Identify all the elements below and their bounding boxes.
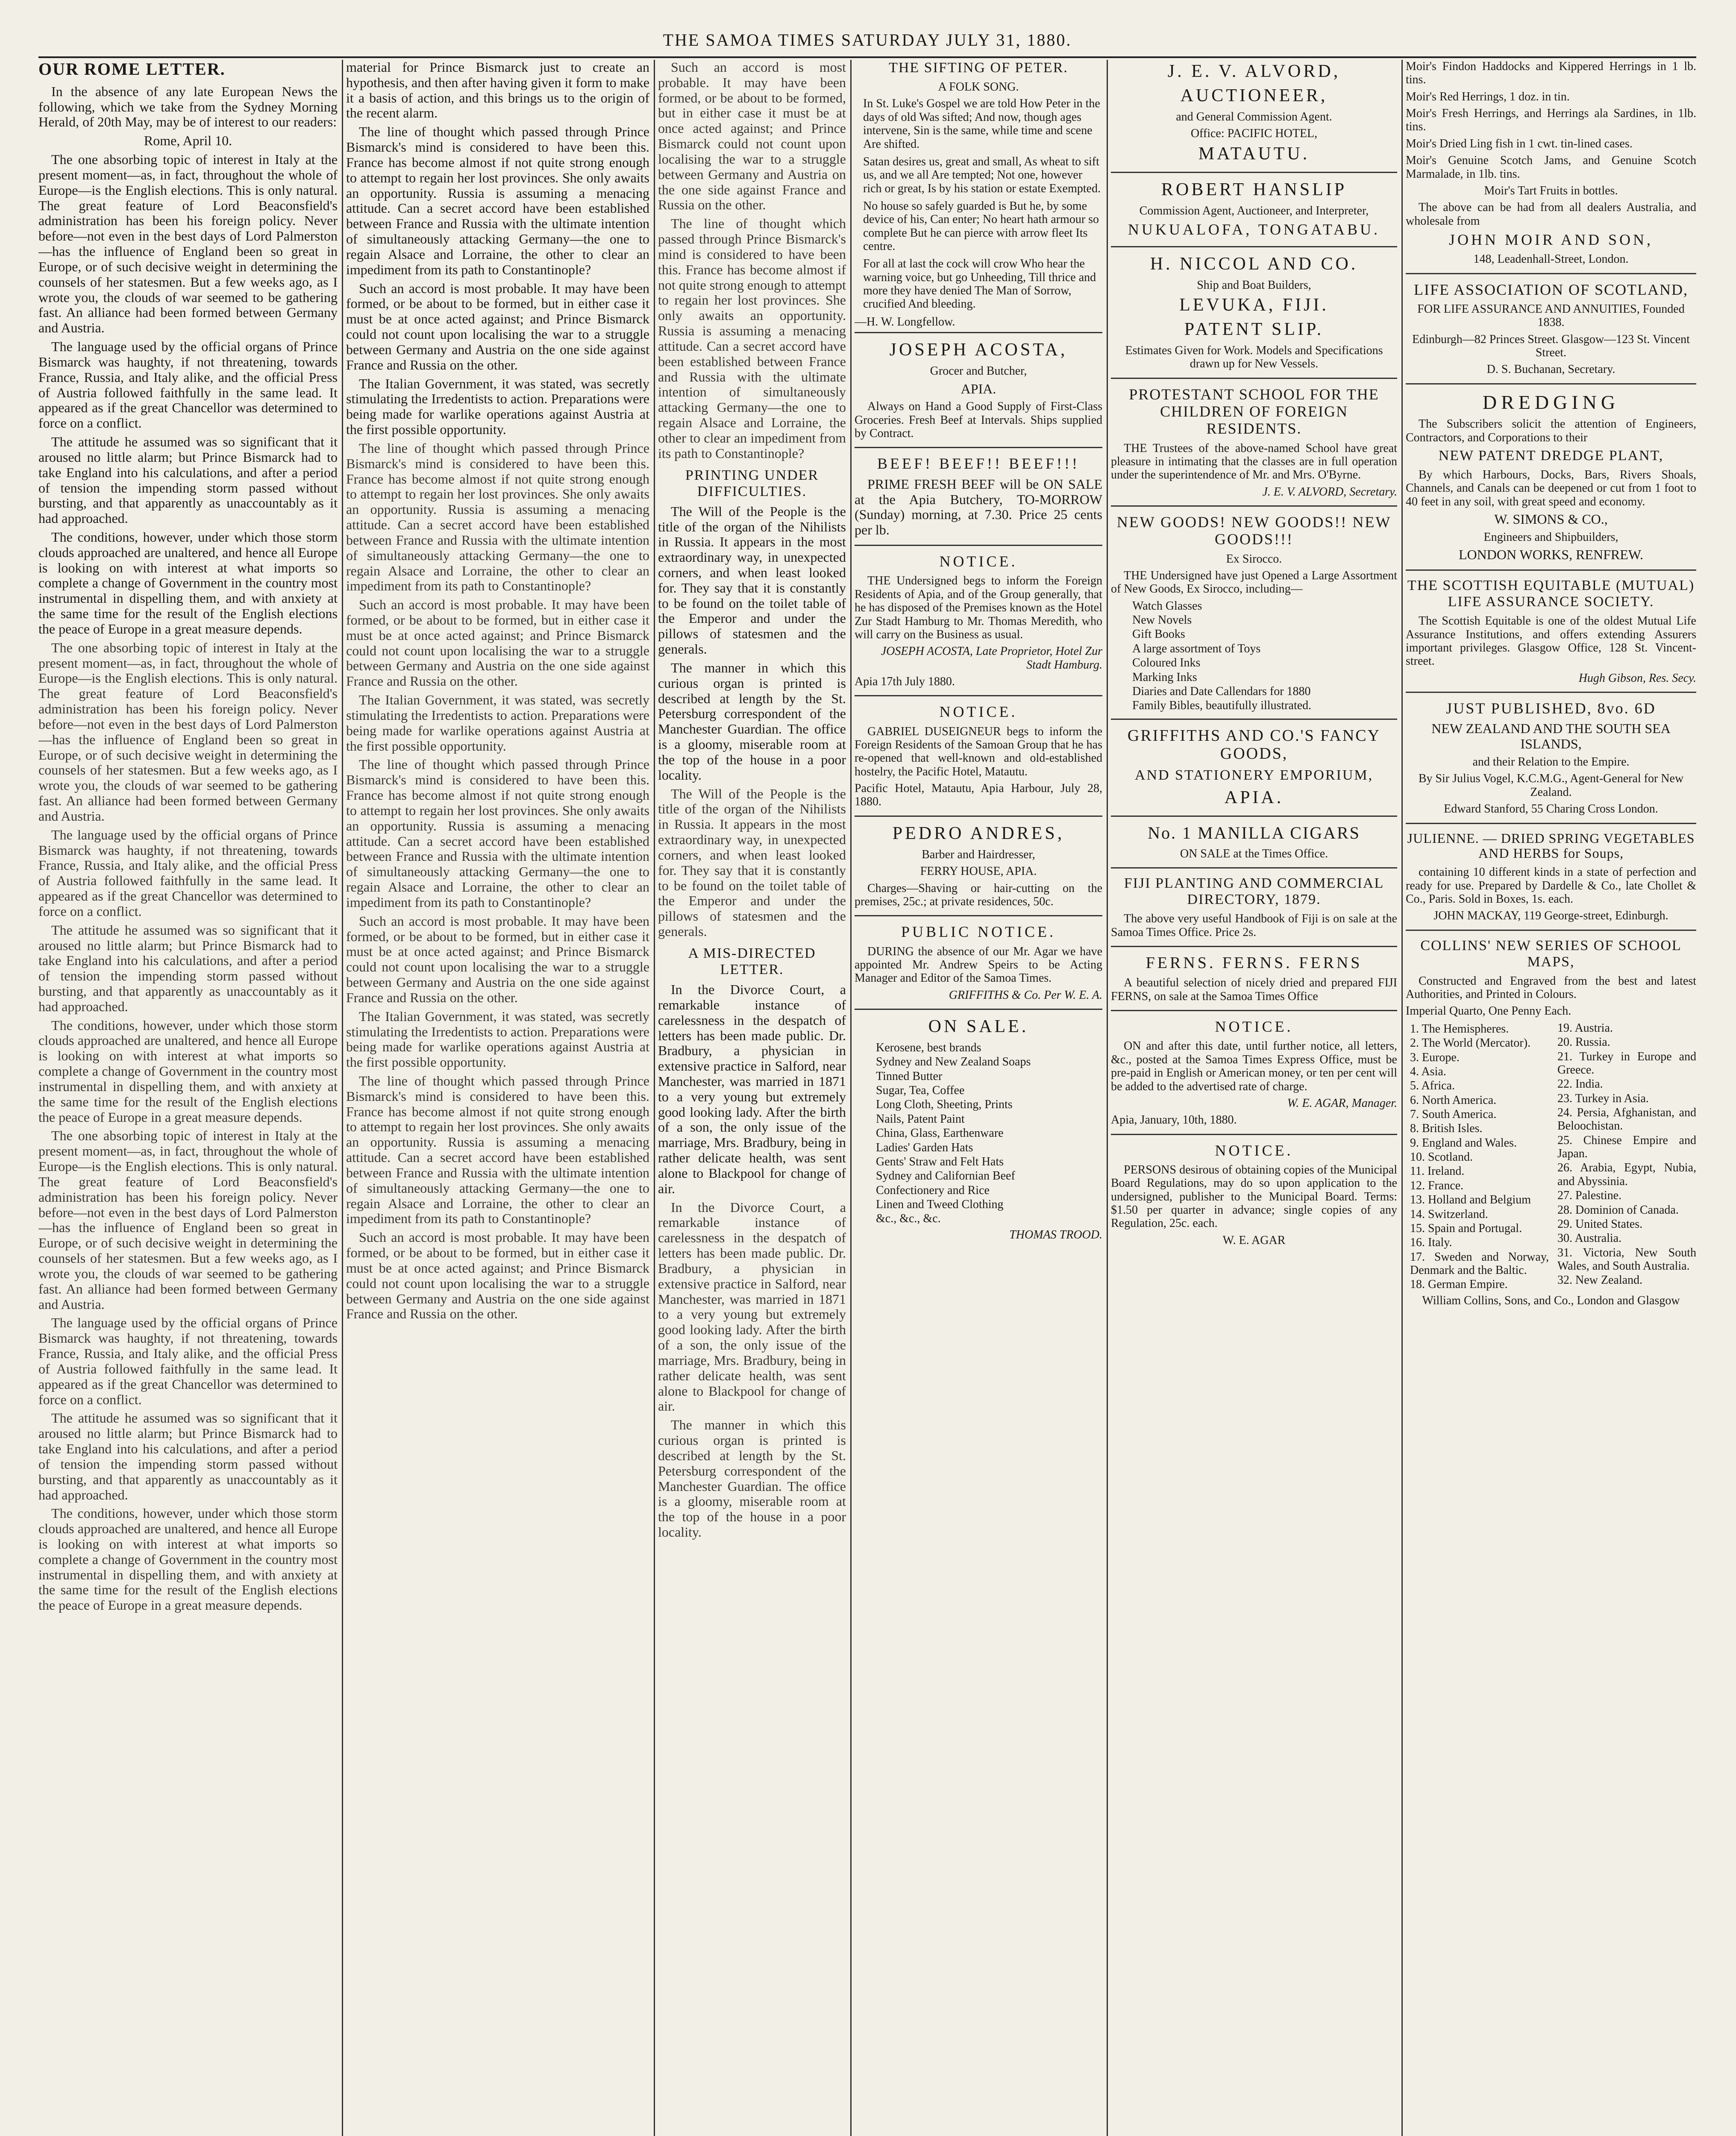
ad-notice-regulations bbox=[1111, 1134, 1397, 1254]
ad-text: THE Trustees of the above-named School have great pleasure in intimating that the classes are in full operation under the superintendence of Mr. and Mrs. O'Byrne. bbox=[1111, 441, 1397, 482]
ad-beef bbox=[855, 447, 1102, 545]
ad-author: By Sir Julius Vogel, K.C.M.G., Agent-General for New Zealand. bbox=[1418, 772, 1684, 799]
ad-text: THE Undersigned begs to inform the Foreign Residents of Apia, and of the Group generally, that he has disposed of the Premises known as the Hotel Zur Stadt Hamburg to Mr. Thomas Meredith, who will carry on the Business as usual. bbox=[855, 574, 1102, 641]
masthead-rule bbox=[38, 56, 1696, 58]
article-paragraph: In the Divorce Court, a remarkable instance of carelessness in the despatch of letters has been made public. Dr. Bradbury, a physician in extensive practice in Salford, near Manchester, was married in 1871 to a very young but extremely good looking lady. After the birth of a son, the only issue of the marriage, Mrs. Bradbury, being in rather delicate health, was sent alone to Blackpool for change of air. bbox=[658, 1199, 846, 1414]
list-item: Moir's Findon Haddocks and Kippered Herrings in 1 lb. tins. bbox=[1406, 60, 1696, 87]
list-item: 7. South America. bbox=[1410, 1107, 1497, 1121]
article-paragraph: The Italian Government, it was stated, was secretly stimulating the Irredentists to action. Preparations were being made for warlike operations against Austria at the first possible opportunity. bbox=[346, 376, 649, 437]
list-item: 28. Dominion of Canada. bbox=[1557, 1203, 1679, 1217]
ad-office: Office: PACIFIC HOTEL, bbox=[1190, 127, 1318, 141]
ad-public-notice bbox=[855, 915, 1102, 1009]
article-paragraph: The language used by the official organs of Prince Bismarck was haughty, if not threatening, towards France, Russia, and Italy alike, and the official Press of Austria followed faithfully in the same lead. It appeared as if the great Chancellor was determined to force on a conflict. bbox=[38, 1315, 338, 1407]
ad-name: FERNS. FERNS. FERNS bbox=[1146, 954, 1363, 972]
ad-fiji-directory bbox=[1111, 867, 1397, 946]
list-item: 6. North America. bbox=[1410, 1093, 1497, 1107]
poem-stanza: In St. Luke's Gospel we are told How Peter in the days of old Was sifted; And now, though ages intervene, Sin is the same, while time and scene Are shifted. bbox=[863, 97, 1100, 151]
ad-name: THE SCOTTISH EQUITABLE (MUTUAL) LIFE ASSURANCE SOCIETY. bbox=[1407, 578, 1695, 610]
list-item: 12. France. bbox=[1410, 1179, 1464, 1192]
article-paragraph: The line of thought which passed through Prince Bismarck's mind is considered to have been this. France has become almost if not quite strong enough to attempt to regain her lost provinces. She only awaits an opportunity. Russia is assuming a menacing attitude. Can a secret accord have been established between France and Russia with the ultimate intention of simultaneously attacking Germany—the one to regain Alsace and Lorraine, the other to clear an impediment from its path to Constantinople? bbox=[346, 124, 649, 277]
ad-sub: Imperial Quarto, One Penny Each. bbox=[1406, 1004, 1572, 1018]
sale-list bbox=[855, 1041, 1102, 1226]
list-item: 8. British Isles. bbox=[1410, 1122, 1483, 1135]
article-paragraph: The one absorbing topic of interest in Italy at the present moment—as, in fact, throughout the whole of Europe—is the English elections. This is only natural. The great feature of Lord Beaconsfield's administration has been his foreign policy. Never before—not even in the best days of Lord Palmerston—has the influence of England been so great in Europe, or of such decisive weight in determining the counsels of her statesmen. But a few weeks ago, as I wrote you, the clouds of war seemed to be gathering fast. An alliance had been formed between Germany and Austria. bbox=[38, 640, 338, 824]
ad-text: PRIME FRESH BEEF will be ON SALE at the Apia Butchery, TO-MORROW (Sunday) morning, at 7.30. Price 25 cents per lb. bbox=[855, 476, 1102, 538]
ad-on-sale bbox=[855, 1009, 1102, 1248]
ad-text: Constructed and Engraved from the best and latest Authorities, and Printed in Colours. bbox=[1406, 974, 1696, 1001]
ad-name: GRIFFITHS AND CO.'S FANCY GOODS, bbox=[1127, 726, 1381, 763]
list-item: New Novels bbox=[1132, 613, 1192, 627]
list-item: Watch Glasses bbox=[1132, 599, 1202, 613]
list-item: 18. German Empire. bbox=[1410, 1278, 1508, 1291]
ad-dredging bbox=[1406, 383, 1696, 569]
ad-text: The above can be had from all dealers Australia, and wholesale from bbox=[1406, 201, 1696, 228]
column-rome-letter-continued bbox=[346, 60, 649, 2136]
list-item: Ladies' Garden Hats bbox=[876, 1141, 973, 1154]
ad-text: Estimates Given for Work. Models and Specifications drawn up for New Vessels. bbox=[1125, 343, 1383, 371]
ad-moir bbox=[1406, 60, 1696, 273]
article-paragraph: Such an accord is most probable. It may have been formed, or be about to be formed, but in either case it must be at once acted against; and Prince Bismarck could not count upon localising the war to a struggle between Germany and Austria on the one side against France and Russia on the other. bbox=[346, 280, 649, 373]
ad-signature: W. E. AGAR bbox=[1222, 1233, 1286, 1247]
article-paragraph: The Will of the People is the title of the organ of the Nihilists in Russia. It appears in the most extraordinary way, in unexpected corners, and when least looked for. They say that it is constantly to be found on the toilet table of the Emperor and under the pillows of statesmen and the generals. bbox=[658, 786, 846, 939]
list-item: 32. New Zealand. bbox=[1557, 1273, 1643, 1287]
list-item: 23. Turkey in Asia. bbox=[1557, 1091, 1649, 1105]
list-item: 26. Arabia, Egypt, Nubia, and Abyssinia. bbox=[1557, 1161, 1696, 1188]
list-item: 4. Asia. bbox=[1410, 1065, 1446, 1078]
poem-stanza: For all at last the cock will crow Who hear the warning voice, but go Unheeding, Till thrice and more they have denied The Man of Sorrow, crucified And bleeding. bbox=[863, 257, 1096, 311]
article-paragraph: The language used by the official organs of Prince Bismarck was haughty, if not threatening, towards France, Russia, and Italy alike, and the official Press of Austria followed faithfully in the same lead. It appeared as if the great Chancellor was determined to force on a conflict. bbox=[38, 827, 338, 919]
ad-signature: W. E. AGAR, Manager. bbox=[1287, 1096, 1397, 1110]
list-item: 30. Australia. bbox=[1557, 1232, 1622, 1245]
article-paragraph: The attitude he assumed was so significant that it aroused no little alarm; but Prince Bismarck had to take England into his calculations, and after a period of tension the impending storm passed without bursting, and that apparently as unaccountably as it had approached. bbox=[38, 434, 338, 526]
column-divider bbox=[342, 60, 343, 2136]
list-item: Moir's Tart Fruits in bottles. bbox=[1484, 184, 1618, 197]
ad-collins-maps bbox=[1406, 930, 1696, 1314]
ad-text: Always on Hand a Good Supply of First-Class Groceries. Fresh Beef at Intervals. Ships supplied by Contract. bbox=[855, 400, 1102, 440]
list-item: Linen and Tweed Clothing bbox=[876, 1197, 1004, 1211]
list-item: A large assortment of Toys bbox=[1132, 642, 1261, 655]
list-item: 11. Ireland. bbox=[1410, 1165, 1465, 1178]
ad-protestant-school bbox=[1111, 378, 1397, 505]
ad-new-zealand-book bbox=[1406, 692, 1696, 822]
list-item: Gents' Straw and Felt Hats bbox=[876, 1155, 1004, 1168]
article-paragraph: The line of thought which passed through Prince Bismarck's mind is considered to have been this. France has become almost if not quite strong enough to attempt to regain her lost provinces. She only awaits an opportunity. Russia is assuming a menacing attitude. Can a secret accord have been established between France and Russia with the ultimate intention of simultaneously attacking Germany—the one to regain Alsace and Lorraine, the other to clear an impediment from its path to Constantinople? bbox=[346, 757, 649, 910]
column-poem-and-ads bbox=[855, 60, 1102, 2136]
column-divider bbox=[654, 60, 655, 2136]
ad-name: PUBLIC NOTICE. bbox=[901, 923, 1056, 941]
list-item: Confectionery and Rice bbox=[876, 1183, 990, 1197]
ad-sub: and General Commission Agent. bbox=[1176, 110, 1332, 124]
ad-signature: Pacific Hotel, Matautu, Apia Harbour, July 28, 1880. bbox=[855, 782, 1102, 809]
ad-notice-pacific-hotel bbox=[855, 695, 1102, 815]
list-item: Nails, Patent Paint bbox=[876, 1112, 965, 1126]
article-heading: OUR ROME LETTER. bbox=[38, 60, 226, 79]
list-item: Moir's Dried Ling fish in 1 cwt. tin-lined cases. bbox=[1406, 137, 1633, 150]
list-item: 27. Palestine. bbox=[1557, 1189, 1622, 1203]
ad-scottish-equitable bbox=[1406, 569, 1696, 692]
ad-name: J. E. V. ALVORD, bbox=[1167, 62, 1341, 81]
ad-place: APIA. bbox=[1224, 787, 1284, 807]
article-dateline: Rome, April 10. bbox=[144, 133, 232, 149]
article-paragraph: The Italian Government, it was stated, was secretly stimulating the Irredentists to action. Preparations were being made for warlike operations against Austria at the first possible opportunity. bbox=[346, 1008, 649, 1070]
ad-date: Apia, January, 10th, 1880. bbox=[1111, 1113, 1237, 1127]
article-heading: PRINTING UNDER DIFFICULTIES. bbox=[685, 467, 819, 499]
ad-text: containing 10 different kinds in a state of perfection and ready for use. Prepared by Dardelle & Co., late Chollet & Co., Paris. Sold in Boxes, 1s. each. bbox=[1406, 866, 1696, 906]
ad-text: PERSONS desirous of obtaining copies of the Municipal Board Regulations, may do so upon application to the undersigned, publisher to the Municipal Board. Terms: $1.50 per quarter in advance; single copies of any Regulation, 25c. each. bbox=[1111, 1163, 1397, 1230]
ad-text: By which Harbours, Docks, Bars, Rivers Shoals, Channels, and Canals can be deepened or cut from 1 foot to 40 feet in any soil, with great speed and economy. bbox=[1406, 468, 1696, 508]
list-item: Coloured Inks bbox=[1132, 656, 1201, 670]
column-divider bbox=[1107, 60, 1108, 2136]
ad-text: The above very useful Handbook of Fiji is on sale at the Samoa Times Office. Price 2s. bbox=[1111, 912, 1397, 939]
maps-list bbox=[1406, 1021, 1696, 1291]
ad-slip: PATENT SLIP. bbox=[1184, 319, 1324, 339]
list-item: Diaries and Date Callendars for 1880 bbox=[1132, 684, 1311, 698]
poem-stanza: Satan desires us, great and small, As wheat to sift us, and we all Are tempted; Not one, however rich or great, Is by his station or estate Exempted. bbox=[863, 155, 1101, 195]
list-item: 20. Russia. bbox=[1557, 1036, 1610, 1049]
ad-text: GABRIEL DUSEIGNEUR begs to inform the Foreign Residents of the Samoan Group that he has re-opened that well-known and old-established hostelry, the Pacific Hotel, Matautu. bbox=[855, 725, 1102, 778]
article-paragraph: The language used by the official organs of Prince Bismarck was haughty, if not threatening, towards France, Russia, and Italy alike, and the official Press of Austria followed faithfully in the same lead. It appeared as if the great Chancellor was determined to force on a conflict. bbox=[38, 339, 338, 431]
list-item: 19. Austria. bbox=[1557, 1021, 1613, 1035]
ad-title: NEW ZEALAND AND THE SOUTH SEA ISLANDS, bbox=[1431, 721, 1671, 752]
article-paragraph: The conditions, however, under which those storm clouds approached are unaltered, and hence all Europe is looking on with interest at what imports so complete a change of Government in the country most instrumental in dispelling them, and with anxiety at the same time for the result of the English elections the peace of Europe in a great measure depends. bbox=[38, 529, 338, 637]
list-item: Moir's Genuine Scotch Jams, and Genuine Scotch Marmalade, in 1lb. tins. bbox=[1406, 154, 1696, 181]
list-item: Tinned Butter bbox=[876, 1069, 943, 1083]
article-paragraph: The attitude he assumed was so significant that it aroused no little alarm; but Prince Bismarck had to take England into his calculations, and after a period of tension the impending storm passed without bursting, and that apparently as unaccountably as it had approached. bbox=[38, 1410, 338, 1502]
article-paragraph: The one absorbing topic of interest in Italy at the present moment—as, in fact, throughout the whole of Europe—is the English elections. This is only natural. The great feature of Lord Beaconsfield's administration has been his foreign policy. Never before—not even in the best days of Lord Palmerston—has the influence of England been so great in Europe, or of such decisive weight in determining the counsels of her statesmen. But a few weeks ago, as I wrote you, the clouds of war seemed to be gathering fast. An alliance had been formed between Germany and Austria. bbox=[38, 152, 338, 336]
ad-life-association bbox=[1406, 273, 1696, 383]
ad-name: JUST PUBLISHED, 8vo. 6D bbox=[1446, 700, 1656, 717]
ad-signature: JOSEPH ACOSTA, Late Proprietor, Hotel Zur Stadt Hamburg. bbox=[881, 645, 1102, 672]
ad-text: The Subscribers solicit the attention of Engineers, Contractors, and Corporations to their bbox=[1406, 417, 1696, 444]
ad-sub: and their Relation to the Empire. bbox=[1472, 755, 1630, 769]
article-paragraph: The attitude he assumed was so significant that it aroused no little alarm; but Prince Bismarck had to take England into his calculations, and after a period of tension the impending storm passed without bursting, and that apparently as unaccountably as it had approached. bbox=[38, 922, 338, 1014]
ad-name: H. NICCOL AND CO. bbox=[1150, 254, 1358, 274]
column-news-items bbox=[658, 60, 846, 2136]
ad-date: Apia 17th July 1880. bbox=[855, 675, 955, 688]
ad-name: PROTESTANT SCHOOL FOR THE CHILDREN OF FOREIGN RESIDENTS. bbox=[1129, 385, 1379, 437]
ad-name: ON SALE. bbox=[928, 1016, 1029, 1036]
article-paragraph: Such an accord is most probable. It may have been formed, or be about to be formed, but in either case it must be at once acted against; and Prince Bismarck could not count upon localising the war to a struggle between Germany and Austria on the one side against France and Russia on the other. bbox=[346, 597, 649, 689]
ad-name: DREDGING bbox=[1482, 391, 1620, 413]
article-paragraph: material for Prince Bismarck just to create an hypothesis, and then after having given it form to make it a basis of action, and this brings us to the origin of the recent alarm. bbox=[346, 60, 649, 121]
list-item: Gift Books bbox=[1132, 628, 1185, 641]
ad-trade: Barber and Hairdresser, bbox=[922, 848, 1035, 861]
list-item: 21. Turkey in Europe and Greece. bbox=[1557, 1050, 1696, 1077]
list-item: China, Glass, Earthenware bbox=[876, 1127, 1004, 1140]
ad-name: JULIENNE. — DRIED SPRING VEGETABLES AND HERBS for Soups, bbox=[1407, 830, 1695, 861]
list-item: Kerosene, best brands bbox=[876, 1041, 981, 1055]
ad-julienne bbox=[1406, 823, 1696, 930]
ad-address: 148, Leadenhall-Street, London. bbox=[1473, 252, 1629, 266]
ad-place: MATAUTU. bbox=[1198, 144, 1310, 164]
article-paragraph: The manner in which this curious organ is printed is described at length by the St. Petersburg correspondent of the Manchester Guardian. The office is a gloomy, miserable room at the top of the house in a poor locality. bbox=[658, 660, 846, 783]
ad-text: DURING the absence of our Mr. Agar we have appointed Mr. Andrew Speirs to be Acting Manager and Editor of the Samoa Times. bbox=[855, 945, 1102, 985]
list-item: 13. Holland and Belgium bbox=[1410, 1193, 1531, 1207]
ad-sub: Ex Sirocco. bbox=[1226, 552, 1282, 566]
ad-signature: Hugh Gibson, Res. Secy. bbox=[1578, 671, 1696, 685]
ad-andres bbox=[855, 816, 1102, 915]
ad-signature: D. S. Buchanan, Secretary. bbox=[1486, 363, 1616, 376]
ad-place: LONDON WORKS, RENFREW. bbox=[1458, 547, 1644, 563]
ad-alvord bbox=[1111, 62, 1397, 172]
article-paragraph: The line of thought which passed through Prince Bismarck's mind is considered to have been this. France has become almost if not quite strong enough to attempt to regain her lost provinces. She only awaits an opportunity. Russia is assuming a menacing attitude. Can a secret accord have been established between France and Russia with the ultimate intention of simultaneously attacking Germany—the one to regain Alsace and Lorraine, the other to clear an impediment from its path to Constantinople? bbox=[346, 1073, 649, 1226]
ad-new-goods bbox=[1111, 505, 1397, 719]
poem-subtitle: A FOLK SONG. bbox=[938, 80, 1019, 94]
article-paragraph: The conditions, however, under which those storm clouds approached are unaltered, and hence all Europe is looking on with interest at what imports so complete a change of Government in the country most instrumental in dispelling them, and with anxiety at the same time for the result of the English elections the peace of Europe in a great measure depends. bbox=[38, 1017, 338, 1125]
ad-signature: GRIFFITHS & Co. Per W. E. A. bbox=[949, 988, 1102, 1002]
ad-hanslip bbox=[1111, 172, 1397, 246]
ad-signature: THOMAS TROOD. bbox=[1009, 1228, 1102, 1241]
ad-sub: FOR LIFE ASSURANCE AND ANNUITIES, Founded 1838. bbox=[1417, 302, 1685, 329]
ad-address: Edinburgh—82 Princes Street. Glasgow—123 St. Vincent Street. bbox=[1412, 332, 1690, 360]
ad-trade: Engineers and Shipbuilders, bbox=[1483, 530, 1619, 544]
list-item: Moir's Fresh Herrings, and Herrings ala Sardines, in 1lb. tins. bbox=[1406, 107, 1696, 134]
ad-name: NOTICE. bbox=[939, 553, 1018, 570]
ad-name: FIJI PLANTING AND COMMERCIAL DIRECTORY, 1879. bbox=[1124, 875, 1384, 908]
article-intro: In the absence of any late European News the following, which we take from the Sydney Morning Herald, of 20th May, may be of interest to our readers: bbox=[38, 83, 338, 130]
list-item: 31. Victoria, New South Wales, and South Australia. bbox=[1557, 1246, 1696, 1273]
article-paragraph: The Will of the People is the title of the organ of the Nihilists in Russia. It appears in the most extraordinary way, in unexpected corners, and when least looked for. They say that it is constantly to be found on the toilet table of the Emperor and under the pillows of statesmen and the generals. bbox=[658, 503, 846, 657]
ad-griffiths bbox=[1111, 719, 1397, 816]
list-item: Sydney and Californian Beef bbox=[876, 1169, 1015, 1183]
ad-name: PEDRO ANDRES, bbox=[892, 823, 1065, 843]
poem-stanza: No house so safely guarded is But he, by some device of his, Can enter; No heart hath armour so complete But he can pierce with arrow fleet Its centre. bbox=[863, 199, 1099, 253]
column-divider bbox=[850, 60, 852, 2136]
column-rome-letter bbox=[38, 60, 338, 2136]
list-item: Sugar, Tea, Coffee bbox=[876, 1084, 965, 1097]
list-item: Family Bibles, beautifully illustrated. bbox=[1132, 699, 1312, 713]
ad-name: ROBERT HANSLIP bbox=[1161, 179, 1347, 200]
ad-trade: Commission Agent, Auctioneer, and Interpreter, bbox=[1139, 204, 1369, 217]
ad-name: JOHN MOIR AND SON, bbox=[1448, 231, 1654, 248]
list-item: Sydney and New Zealand Soaps bbox=[876, 1055, 1031, 1069]
list-item: 3. Europe. bbox=[1410, 1050, 1460, 1064]
ad-publisher: Edward Stanford, 55 Charing Cross London. bbox=[1444, 802, 1658, 816]
poem-author: —H. W. Longfellow. bbox=[855, 315, 955, 329]
article-paragraph: Such an accord is most probable. It may have been formed, or be about to be formed, but in either case it must be at once acted against; and Prince Bismarck could not count upon localising the war to a struggle between Germany and Austria on the one side against France and Russia on the other. bbox=[346, 1229, 649, 1322]
list-item: 2. The World (Mercator). bbox=[1410, 1036, 1531, 1050]
ad-text: Charges—Shaving or hair-cutting on the premises, 25c.; at private residences, 50c. bbox=[855, 881, 1102, 908]
ad-name: NOTICE. bbox=[1215, 1141, 1293, 1159]
ad-place: LEVUKA, FIJI. bbox=[1179, 295, 1329, 315]
ad-text: The Scottish Equitable is one of the oldest Mutual Life Assurance Institutions, and offers extending Assurers important privileges. Glasgow Office, 128 St. Vincent-street. bbox=[1406, 614, 1696, 668]
ad-name: COLLINS' NEW SERIES OF SCHOOL MAPS, bbox=[1420, 937, 1682, 970]
ad-text: THE Undersigned have just Opened a Large Assortment of New Goods, Ex Sirocco, including— bbox=[1111, 569, 1397, 596]
ad-trade: AUCTIONEER, bbox=[1180, 86, 1328, 106]
ad-name: No. 1 MANILLA CIGARS bbox=[1148, 823, 1360, 842]
ad-sub: AND STATIONERY EMPORIUM, bbox=[1134, 767, 1374, 783]
masthead: THE SAMOA TIMES SATURDAY JULY 31, 1880. bbox=[663, 30, 1072, 50]
list-item: 15. Spain and Portugal. bbox=[1410, 1221, 1522, 1235]
list-item: 29. United States. bbox=[1557, 1217, 1643, 1231]
list-item: 10. Scotland. bbox=[1410, 1150, 1473, 1164]
ad-name: BEEF! BEEF!! BEEF!!! bbox=[877, 455, 1080, 472]
ad-sub: NEW PATENT DREDGE PLANT, bbox=[1438, 447, 1664, 464]
article-paragraph: Such an accord is most probable. It may have been formed, or be about to be formed, but in either case it must be at once acted against; and Prince Bismarck could not count upon localising the war to a struggle between Germany and Austria on the one side against France and Russia on the other. bbox=[658, 60, 846, 213]
column-divider bbox=[1401, 60, 1403, 2136]
ad-signature: JOHN MACKAY, 119 George-street, Edinburgh. bbox=[1433, 909, 1668, 923]
ad-place: NUKUALOFA, TONGATABU. bbox=[1128, 221, 1381, 238]
list-item: 25. Chinese Empire and Japan. bbox=[1557, 1133, 1696, 1161]
article-heading: A MIS-DIRECTED LETTER. bbox=[688, 945, 816, 977]
list-item: Long Cloth, Sheeting, Prints bbox=[876, 1098, 1013, 1112]
column-ads-british bbox=[1406, 60, 1696, 2136]
goods-list bbox=[1111, 599, 1397, 713]
article-paragraph: In the Divorce Court, a remarkable instance of carelessness in the despatch of letters has been made public. Dr. Bradbury, a physician in extensive practice in Salford, near Manchester, was married in 1871 to a very young but extremely good looking lady. After the birth of a son, the only issue of the marriage, Mrs. Bradbury, being in rather delicate health, was sent alone to Blackpool for change of air. bbox=[658, 982, 846, 1196]
list-item: 22. India. bbox=[1557, 1077, 1603, 1091]
ad-sub: ON SALE at the Times Office. bbox=[1180, 847, 1328, 860]
list-item: 9. England and Wales. bbox=[1410, 1136, 1517, 1150]
ad-text: A beautiful selection of nicely dried and prepared FIJI FERNS, on sale at the Samoa Times Office bbox=[1111, 976, 1397, 1003]
list-item: 5. Africa. bbox=[1410, 1079, 1455, 1093]
ad-text: ON and after this date, until further notice, all letters, &c., posted at the Samoa Times Express Office, must be pre-paid in English or American money, or ten per cent will be added to the advertised rate of charge. bbox=[1111, 1039, 1397, 1093]
list-item: Marking Inks bbox=[1132, 670, 1197, 684]
ad-place: FERRY HOUSE, APIA. bbox=[920, 865, 1037, 878]
ad-signature: W. SIMONS & CO., bbox=[1494, 511, 1608, 527]
ad-place: APIA. bbox=[961, 381, 996, 396]
list-item: 1. The Hemispheres. bbox=[1410, 1022, 1509, 1036]
ad-trade: Grocer and Butcher, bbox=[930, 364, 1027, 378]
ad-name: LIFE ASSOCIATION OF SCOTLAND, bbox=[1413, 281, 1689, 298]
list-item: Moir's Red Herrings, 1 doz. in tin. bbox=[1406, 90, 1570, 103]
article-paragraph: Such an accord is most probable. It may have been formed, or be about to be formed, but in either case it must be at once acted against; and Prince Bismarck could not count upon localising the war to a struggle between Germany and Austria on the one side against France and Russia on the other. bbox=[346, 913, 649, 1005]
article-paragraph: The Italian Government, it was stated, was secretly stimulating the Irredentists to action. Preparations were being made for warlike operations against Austria at the first possible opportunity. bbox=[346, 692, 649, 754]
ad-acosta bbox=[855, 332, 1102, 447]
ad-name: NEW GOODS! NEW GOODS!! NEW GOODS!!! bbox=[1116, 513, 1392, 548]
article-paragraph: The conditions, however, under which those storm clouds approached are unaltered, and hence all Europe is looking on with interest at what imports so complete a change of Government in the country most instrumental in dispelling them, and with anxiety at the same time for the result of the English elections the peace of Europe in a great measure depends. bbox=[38, 1505, 338, 1613]
article-paragraph: The line of thought which passed through Prince Bismarck's mind is considered to have been this. France has become almost if not quite strong enough to attempt to regain her lost provinces. She only awaits an opportunity. Russia is assuming a menacing attitude. Can a secret accord have been established between France and Russia with the ultimate intention of simultaneously attacking Germany—the one to regain Alsace and Lorraine, the other to clear an impediment from its path to Constantinople? bbox=[658, 216, 846, 461]
list-item: 17. Sweden and Norway, Denmark and the Baltic. bbox=[1410, 1250, 1549, 1277]
ad-notice-hotel bbox=[855, 545, 1102, 695]
article-paragraph: The one absorbing topic of interest in Italy at the present moment—as, in fact, throughout the whole of Europe—is the English elections. This is only natural. The great feature of Lord Beaconsfield's administration has been his foreign policy. Never before—not even in the best days of Lord Palmerston—has the influence of England been so great in Europe, or of such decisive weight in determining the counsels of her statesmen. But a few weeks ago, as I wrote you, the clouds of war seemed to be gathering fast. An alliance had been formed between Germany and Austria. bbox=[38, 1128, 338, 1312]
article-paragraph: The manner in which this curious organ is printed is described at length by the St. Petersburg correspondent of the Manchester Guardian. The office is a gloomy, miserable room at the top of the house in a poor locality. bbox=[658, 1417, 846, 1540]
article-paragraph: The line of thought which passed through Prince Bismarck's mind is considered to have been this. France has become almost if not quite strong enough to attempt to regain her lost provinces. She only awaits an opportunity. Russia is assuming a menacing attitude. Can a secret accord have been established between France and Russia with the ultimate intention of simultaneously attacking Germany—the one to regain Alsace and Lorraine, the other to clear an impediment from its path to Constantinople? bbox=[346, 440, 649, 594]
ad-signature: J. E. V. ALVORD, Secretary. bbox=[1262, 485, 1397, 499]
list-item: 24. Persia, Afghanistan, and Beloochistan. bbox=[1557, 1106, 1696, 1133]
ad-name: JOSEPH ACOSTA, bbox=[889, 340, 1068, 360]
ad-niccol bbox=[1111, 246, 1397, 378]
ad-name: NOTICE. bbox=[1215, 1018, 1293, 1036]
poem-title: THE SIFTING OF PETER. bbox=[889, 60, 1068, 76]
list-item: 14. Switzerland. bbox=[1410, 1207, 1488, 1221]
ad-name: NOTICE. bbox=[939, 703, 1018, 721]
list-item: 16. Italy. bbox=[1410, 1236, 1452, 1250]
ad-cigars bbox=[1111, 816, 1397, 867]
ad-trade: Ship and Boat Builders, bbox=[1197, 278, 1311, 292]
ad-ferns bbox=[1111, 946, 1397, 1010]
column-ads-apia bbox=[1111, 60, 1397, 2136]
ad-signature: William Collins, Sons, and Co., London and Glasgow bbox=[1422, 1294, 1680, 1307]
ad-notice-postage bbox=[1111, 1010, 1397, 1133]
list-item: &c., &c., &c. bbox=[876, 1212, 941, 1226]
